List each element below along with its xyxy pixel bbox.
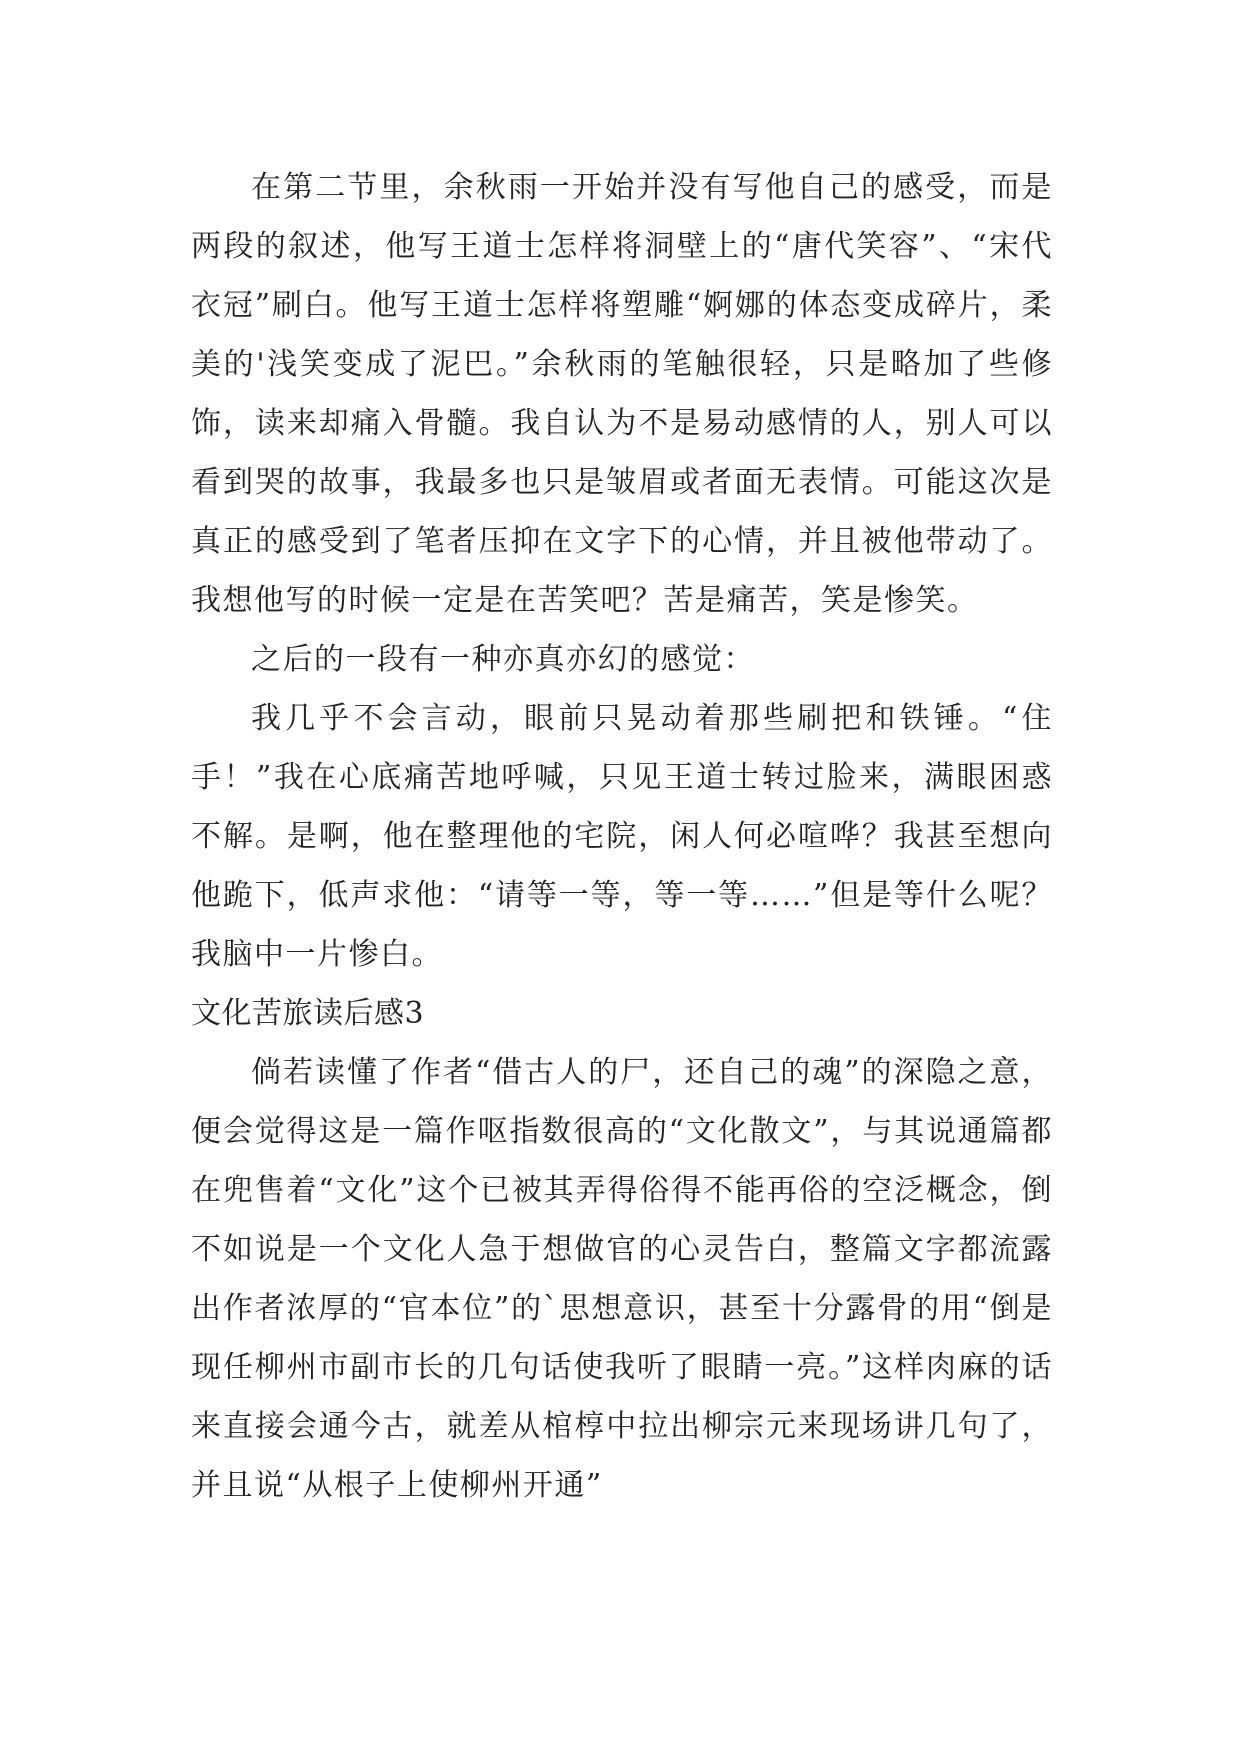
paragraph-4: 倘若读懂了作者“借古人的尸，还自己的魂”的深隐之意，便会觉得这是一篇作呕指数很高的“文化散文”，与其说通篇都在兜售着“文化”这个已被其弄得俗得不能再俗的空泛概念，倒不如说是一个文化人急于想做官的心灵告白，整篇文字都流露出作者浓厚的“官本位”的`思想意识，甚至十分露骨的用“倒是现任柳州市副市长的几句话使我听了眼睛一亮。”这样肉麻的话来直接会通今古，就差从棺椁中拉出柳宗元来现场讲几句了，并且说“从根子上使柳州开通” [191,1055,1053,1503]
document-body [191,158,1053,1515]
paragraph-1: 在第二节里，余秋雨一开始并没有写他自己的感受，而是两段的叙述，他写王道士怎样将洞壁上的“唐代笑容”、“宋代衣冠”刷白。他写王道士怎样将塑雕“婀娜的体态变成碎片，柔美的'浅笑变成了泥巴。”余秋雨的笔触很轻，只是略加了些修饰，读来却痛入骨髓。我自认为不是易动感情的人，别人可以看到哭的故事，我最多也只是皱眉或者面无表情。可能这次是真正的感受到了笔者压抑在文字下的心情，并且被他带动了。我想他写的时候一定是在苦笑吧？苦是痛苦，笑是惨笑。 [191,170,1053,618]
paragraph-3: 我几乎不会言动，眼前只晃动着那些刷把和铁锤。“住手！”我在心底痛苦地呼喊，只见王道士转过脸来，满眼困惑不解。是啊，他在整理他的宅院，闲人何必喧哗？我甚至想向他跪下，低声求他：“请等一等，等一等……”但是等什么呢？我脑中一片惨白。 [191,701,1053,972]
section-heading: 文化苦旅读后感3 [191,996,425,1031]
paragraph-2: 之后的一段有一种亦真亦幻的感觉： [251,642,755,677]
